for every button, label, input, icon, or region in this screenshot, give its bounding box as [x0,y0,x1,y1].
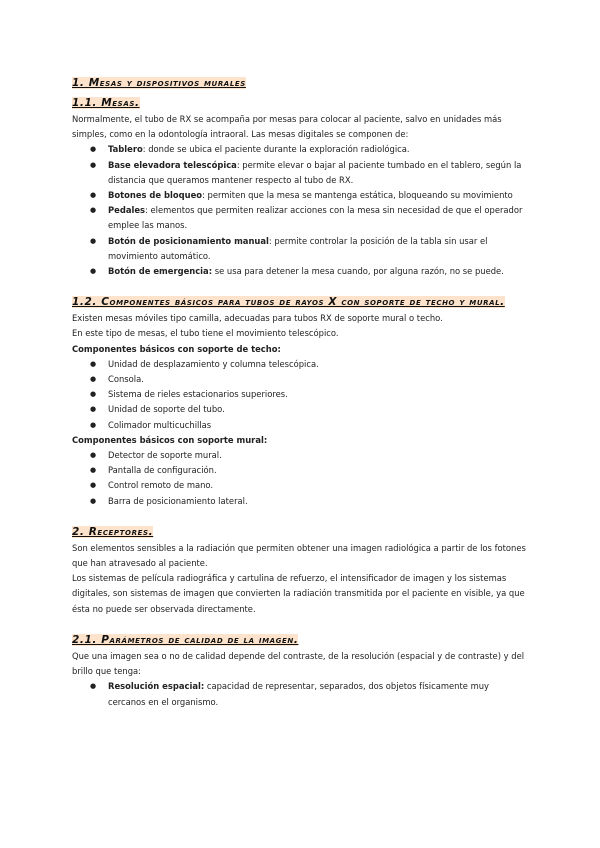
list-item: ● Colimador multicuchillas [108,418,527,433]
section-heading-1 [72,72,527,92]
list-item: ● Pantalla de configuración. [108,463,527,478]
spacer [72,279,527,291]
spacer [72,617,527,629]
term: Botones de bloqueo [108,190,203,201]
subsection-heading-1-2 [72,291,527,311]
term: Pedales [108,205,146,216]
list-item: ● Unidad de desplazamiento y columna telescópica. [108,357,527,372]
heading-text: 2.1. Parámetros de calidad de la imagen. [72,633,299,646]
heading-text: 2. Receptores. [72,525,154,538]
definition: : permite elevar o bajar al paciente tumbado en el tablero, según la distancia que queramos mantener respecto al tubo de RX. [108,159,522,185]
subsection-heading-1-1 [72,92,527,112]
heading-text: 1.1. Mesas. [72,97,140,109]
term: Base elevadora telescópica [108,159,237,170]
heading-text: 1.2. Componentes básicos para tubos de rayos X con soporte de techo y mural. [72,296,505,309]
techo-label: Componentes básicos con soporte de techo: [72,343,281,354]
definition: : elementos que permiten realizar acciones con la mesa sin necesidad de que el operador emplee las manos. [108,205,523,231]
list-item: ● Sistema de rieles estacionarios superiores. [108,387,527,402]
list-item: ● Control remoto de mano. [108,478,527,493]
subsection-heading-2-1 [72,629,527,649]
definition: se usa para detener la mesa cuando, por alguna razón, no se puede. [212,266,504,277]
term: Botón de emergencia: [108,266,213,277]
paragraph-intro: Normalmente, el tubo de RX se acompaña por mesas para colocar al paciente, salvo en unidades más simples, como en la odontología intraoral. Las mesas digitales se componen de: [72,114,502,140]
list-item [108,158,527,188]
term: Resolución espacial: [108,681,205,692]
spacer [72,509,527,521]
document-content [72,72,527,710]
definition: : donde se ubica el paciente durante la exploración radiológica. [142,144,410,155]
term: Botón de posicionamiento manual [108,235,269,246]
heading-text: 1. Mesas y dispositivos murales [72,77,246,89]
paragraph: En este tipo de mesas, el tubo tiene el movimiento telescópico. [72,328,339,339]
list-item [108,142,527,157]
list-item [108,188,527,203]
mural-label: Componentes básicos con soporte mural: [72,434,268,445]
calidad-list [72,679,527,709]
list-item [108,203,527,233]
definition: : permiten que la mesa se mantenga estática, bloqueando su movimiento [202,190,513,201]
paragraph: Existen mesas móviles tipo camilla, adecuadas para tubos RX de soporte mural o techo. [72,313,443,324]
term: Tablero [108,144,143,155]
mural-list [72,448,527,509]
definition: : permite controlar la posición de la tabla sin usar el movimiento automático. [108,235,488,261]
paragraph: Los sistemas de película radiográfica y cartulina de refuerzo, el intensificador de imagen y los sistemas digitales, son sistemas de imagen que convierten la radiación transmitida por el paciente en visible, ya que ésta no puede ser observada directamente. [72,573,525,614]
list-item: ● Unidad de soporte del tubo. [108,402,527,417]
paragraph-intro: Que una imagen sea o no de calidad depende del contraste, de la resolución (espacial y de contraste) y del brillo que tenga: [72,650,525,677]
definition: capacidad de representar, separados, dos objetos físicamente muy cercanos en el organismo. [108,681,489,707]
techo-list [72,357,527,433]
list-item [108,264,527,279]
section-heading-2 [72,521,527,541]
paragraph: Son elementos sensibles a la radiación que permiten obtener una imagen radiológica a partir de los fotones que han atravesado al paciente. [72,542,526,569]
list-item: ● Barra de posicionamiento lateral. [108,494,527,509]
list-item: ● Consola. [108,372,527,387]
list-item [108,679,527,709]
mesas-list [72,142,527,279]
list-item: ● Detector de soporte mural. [108,448,527,463]
list-item [108,234,527,264]
